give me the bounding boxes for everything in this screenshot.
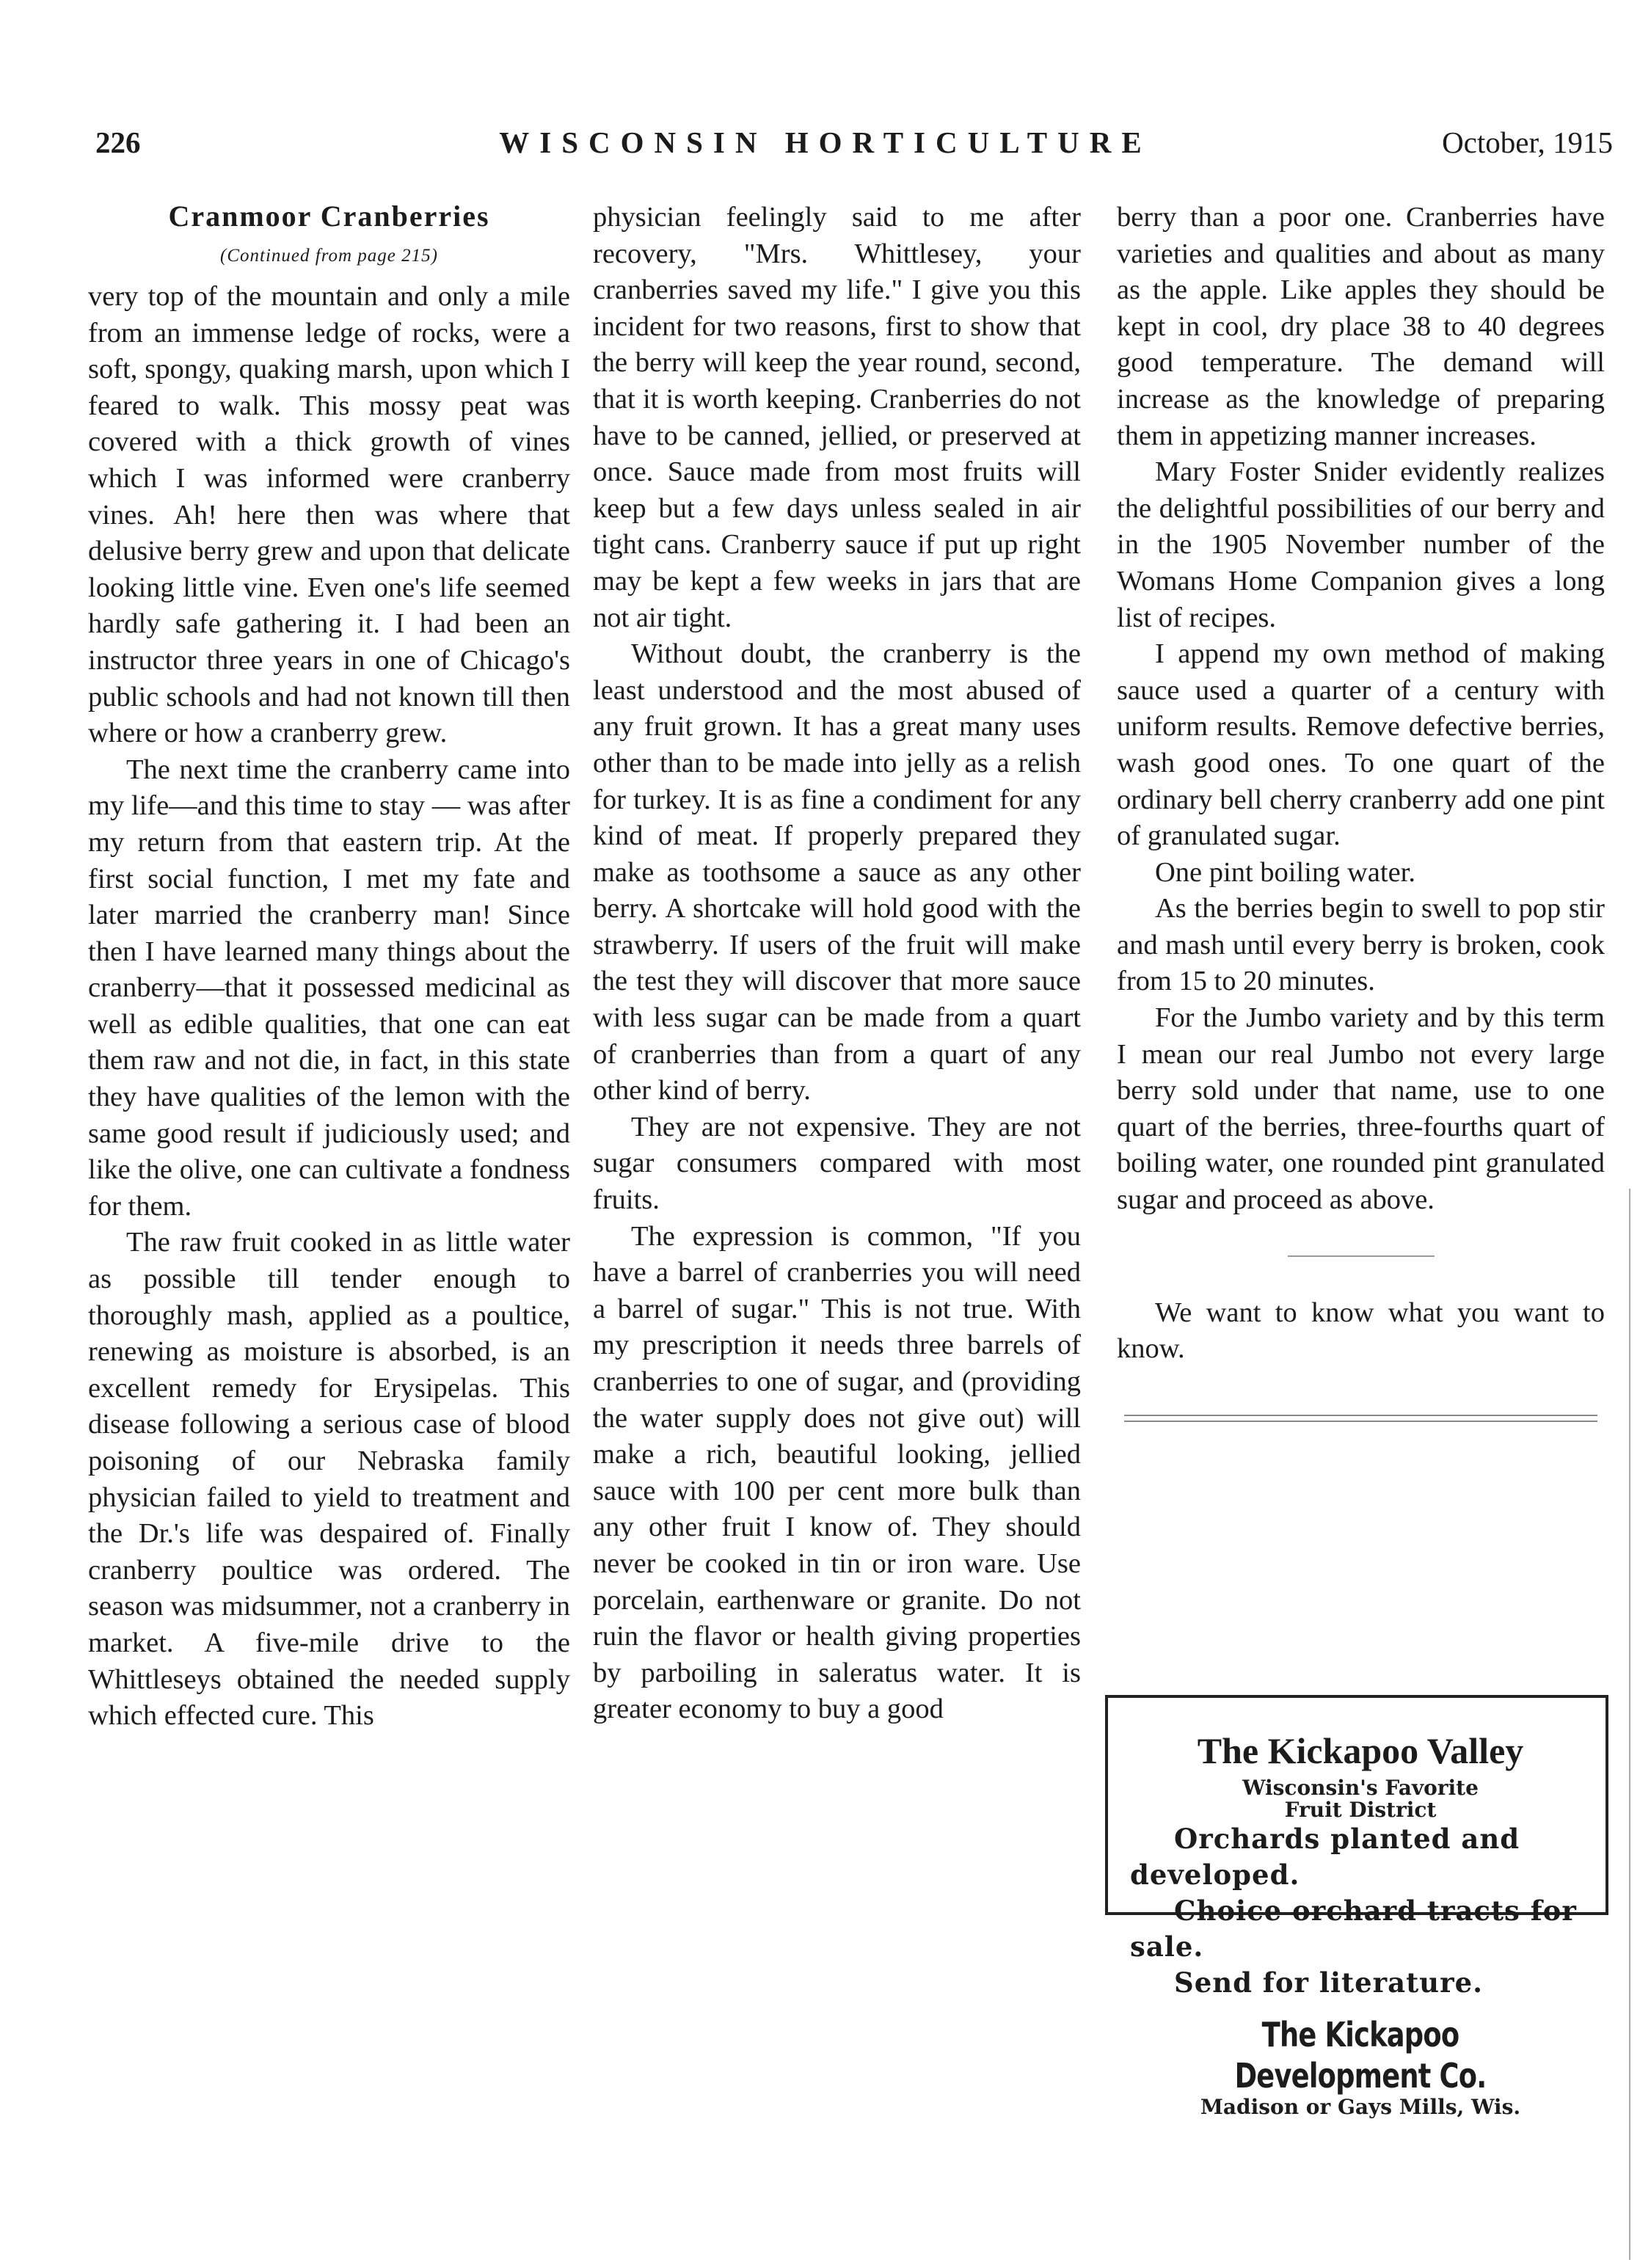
ad-line: Orchards planted and developed. (1130, 1823, 1520, 1891)
continued-note: (Continued from page 215) (220, 246, 438, 266)
paragraph: physician feelingly said to me after recovery, "Mrs. Whittlesey, your cranberries saved my life." I give you this incident for two reasons, first to show that the berry will keep the year round, second, that it is worth keeping. Cranberries do not have to be canned, jellied, or preserved at once. Sauce made from most fruits will keep but a few days unless sealed in air tight cans. Cranberry sauce if put up right may be kept a few weeks in jars that are not air tight. (593, 202, 1081, 633)
paragraph: The expression is common, "If you have a barrel of cranberries you will need a barrel of sugar." This is not true. With my prescription it needs three barrels of cranberries to one of sugar, and (providing the water supply does not give out) will make a rich, beautiful looking, jellied sauce with 100 per cent more bulk than any other fruit I know of. They should never be cooked in tin or iron ware. Use porcelain, earthenware or granite. Do not ruin the flavor or health giving properties by parboiling in saleratus water. It is greater economy to buy a good (593, 1220, 1081, 1725)
column-2 (593, 200, 1081, 1728)
paragraph: I append my own method of making sauce used a quarter of a century with uniform results. Remove defective berries, wash good ones. To one quart of the ordinary bell cherry cranberry add one pint of granulated sugar. (1117, 638, 1605, 852)
filler-note: We want to know what you want to know. (1117, 1297, 1605, 1365)
page-number: 226 (95, 125, 141, 159)
ad-subtitle: Wisconsin's Favorite (1242, 1776, 1479, 1800)
paragraph: The next time the cranberry came into my life—and this time to stay — was after my return from that eastern trip. At the first social function, I met my fate and later married the cranberry man! Since then I have learned many things about the cranberry—that it possessed medicinal as well as edible qualities, that one can eat them raw and not die, in fact, in this state they have qualities of the lemon with the same good result if judiciously used; and like the olive, one can cultivate a fondness for them. (88, 754, 570, 1222)
ad-line: Choice orchard tracts for sale. (1130, 1895, 1577, 1963)
advertisement-box (1105, 1695, 1608, 2119)
paragraph: Mary Foster Snider evidently realizes the delightful possibilities of our berry and in the 1905 November number of the Womans Home Companion gives a long list of recipes. (1117, 456, 1605, 633)
ad-company: The Kickapoo Development Co. (1234, 2015, 1487, 2096)
paragraph: very top of the mountain and only a mile from an immense ledge of rocks, were a soft, spongy, quaking marsh, upon which I feared to walk. This mossy peat was covered with a thick growth of vines which I was informed were cranberry vines. Ah! here then was where that delusive berry grew and upon that delicate looking little vine. Even one's life seemed hardly safe gathering it. I had been an instructor three years in one of Chicago's public schools and had not known till then where or how a cranberry grew. (88, 281, 570, 749)
article-title: Cranmoor Cranberries (168, 200, 490, 233)
paragraph: They are not expensive. They are not sugar consumers compared with most fruits. (593, 1111, 1081, 1216)
ad-line: Send for literature. (1174, 1966, 1484, 1999)
issue-date: October, 1915 (1442, 125, 1613, 159)
ad-subtitle: Fruit District (1284, 1798, 1437, 1822)
paragraph: berry than a poor one. Cranberries have varieties and qualities and about as many as the apple. Like apples they should be kept in cool, dry place 38 to 40 degrees good temperature. The demand will increase as the knowledge of preparing them in appetizing manner increases. (1117, 202, 1605, 451)
paragraph: As the berries begin to swell to pop stir and mash until every berry is broken, cook from 15 to 20 minutes. (1117, 893, 1605, 997)
paragraph: Without doubt, the cranberry is the least understood and the most abused of any fruit grown. It has a great many uses other than to be made into jelly as a relish for turkey. It is as fine a condiment for any kind of meat. If properly prepared they make as toothsome a sauce as any other berry. A shortcake will hold good with the strawberry. If users of the fruit will make the test they will discover that more sauce with less sugar can be made from a quart of cranberries than from a quart of any other kind of berry. (593, 638, 1081, 1106)
paragraph: One pint boiling water. (1155, 856, 1415, 888)
journal-title: WISCONSIN HORTICULTURE (499, 125, 1152, 159)
double-divider (1124, 1415, 1597, 1422)
paragraph: For the Jumbo variety and by this term I mean our real Jumbo not every large berry sold under that name, use to one quart of the berries, three-fourths quart of boiling water, one rounded pint granulated sugar and proceed as above. (1117, 1002, 1605, 1216)
ad-address: Madison or Gays Mills, Wis. (1200, 2095, 1521, 2119)
column-1 (88, 200, 570, 1735)
paragraph: The raw fruit cooked in as little water as possible till tender enough to thoroughly mash, applied as a poultice, renewing as moisture is absorbed, is an excellent remedy for Erysipelas. This disease following a serious case of blood poisoning of our Nebraska family physician failed to yield to treatment and the Dr.'s life was despaired of. Finally cranberry poultice was ordered. The season was midsummer, not a cranberry in market. A five-mile drive to the Whittleseys obtained the needed supply which effected cure. This (88, 1227, 570, 1732)
divider (1288, 1255, 1435, 1257)
page-edge-line (1629, 1189, 1630, 2260)
page-header (0, 125, 1651, 169)
ad-title: The Kickapoo Valley (1197, 1730, 1524, 1771)
column-3 (1117, 200, 1605, 1422)
